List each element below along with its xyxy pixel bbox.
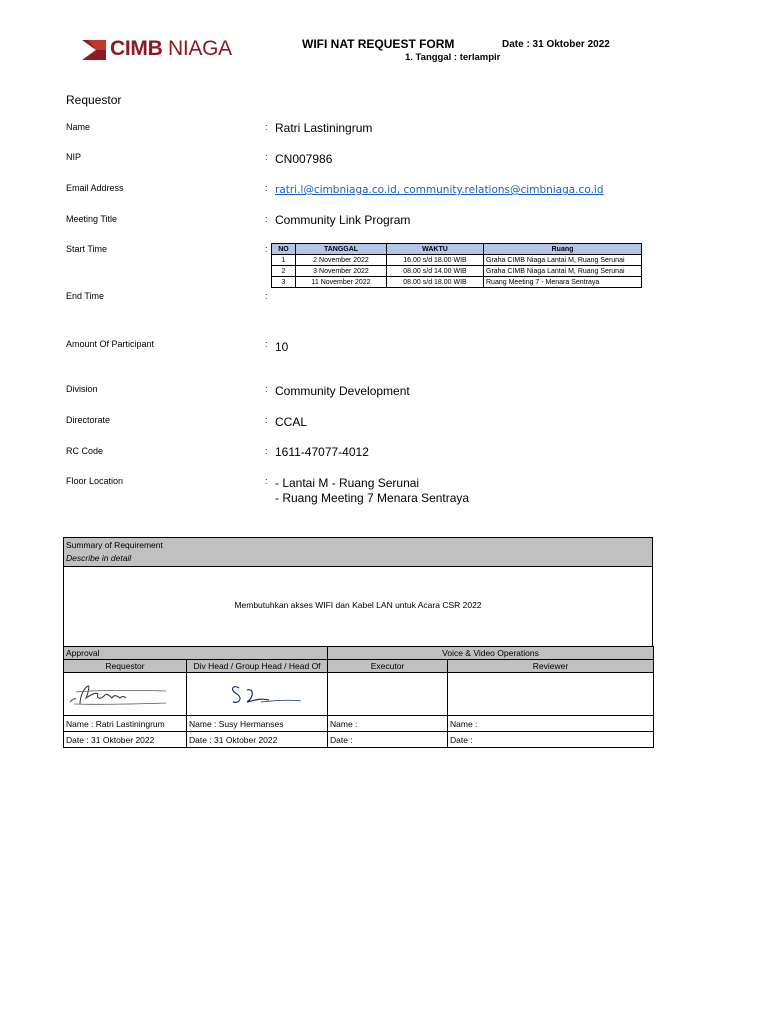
label-end-time: End Time	[66, 291, 105, 301]
summary-text: Membutuhkan akses WIFI dan Kabel LAN untuk Acara CSR 2022	[234, 600, 482, 610]
label-email: Email Address	[66, 183, 124, 193]
approval-date-row	[64, 732, 654, 748]
colon: :	[265, 339, 268, 349]
schedule-row	[272, 277, 642, 288]
schedule-row	[272, 266, 642, 277]
value-division: Community Development	[275, 384, 410, 398]
signature-requestor-icon	[66, 674, 176, 712]
schedule-cell: 3	[272, 277, 296, 288]
label-start-time: Start Time	[66, 244, 108, 254]
approval-header-row	[64, 647, 654, 660]
form-title: WIFI NAT REQUEST FORM	[302, 37, 455, 51]
approval-column-row	[64, 660, 654, 673]
value-name: Ratri Lastiningrum	[275, 121, 373, 135]
signature-row	[64, 673, 654, 716]
logo-text: CIMB NIAGA	[110, 37, 232, 60]
label-name: Name	[66, 122, 91, 132]
value-participants: 10	[275, 340, 289, 354]
colon: :	[265, 122, 268, 132]
schedule-header: WAKTU	[387, 244, 484, 255]
schedule-row	[272, 255, 642, 266]
name-requestor: Name : Ratri Lastiningrum	[64, 716, 187, 732]
form-tanggal: 1. Tanggal : terlampir	[405, 52, 501, 63]
colon: :	[265, 384, 268, 394]
schedule-cell: 2	[272, 266, 296, 277]
schedule-cell: Graha CIMB Niaga Lantai M, Ruang Serunai	[484, 266, 642, 277]
approval-label: Approval	[64, 647, 328, 660]
colon: :	[265, 152, 268, 162]
name-executor: Name :	[328, 716, 448, 732]
signature-cell-reviewer	[448, 673, 654, 716]
schedule-cell: 08.00 s/d 18.00 WIB	[387, 277, 484, 288]
label-rc-code: RC Code	[66, 446, 104, 456]
signature-cell-executor	[328, 673, 448, 716]
voice-video-label: Voice & Video Operations	[328, 647, 654, 660]
schedule-table	[271, 243, 642, 288]
colon: :	[265, 415, 268, 425]
approval-col-div-head: Div Head / Group Head / Head Of	[187, 660, 328, 673]
form-date: Date : 31 Oktober 2022	[502, 39, 610, 50]
approval-col-executor: Executor	[328, 660, 448, 673]
colon: :	[265, 214, 268, 224]
date-executor: Date :	[328, 732, 448, 748]
schedule-header: TANGGAL	[296, 244, 387, 255]
summary-subtitle: Describe in detail	[66, 553, 132, 563]
schedule-cell: Ruang Meeting 7 - Menara Sentraya	[484, 277, 642, 288]
date-reviewer: Date :	[448, 732, 654, 748]
schedule-header: Ruang	[484, 244, 642, 255]
name-reviewer: Name :	[448, 716, 654, 732]
schedule-header-row	[272, 244, 642, 255]
signature-cell-requestor	[64, 673, 187, 716]
label-directorate: Directorate	[66, 415, 111, 425]
signature-cell-div-head	[187, 673, 328, 716]
value-meeting-title: Community Link Program	[275, 213, 411, 227]
schedule-cell: 1	[272, 255, 296, 266]
date-requestor: Date : 31 Oktober 2022	[64, 732, 187, 748]
label-floor-location: Floor Location	[66, 476, 124, 486]
schedule-cell: 11 November 2022	[296, 277, 387, 288]
signature-div-head-icon	[189, 674, 319, 712]
value-directorate: CCAL	[275, 415, 308, 429]
approval-name-row	[64, 716, 654, 732]
approval-col-requestor: Requestor	[64, 660, 187, 673]
value-nip: CN007986	[275, 152, 333, 166]
label-participants: Amount Of Participant	[66, 339, 155, 349]
approval-col-reviewer: Reviewer	[448, 660, 654, 673]
schedule-header: NO	[272, 244, 296, 255]
colon: :	[265, 476, 268, 486]
summary-title: Summary of Requirement	[66, 540, 163, 550]
email-link[interactable]: ratri.l@cimbniaga.co.id, community.relations@cimbniaga.co.id	[275, 184, 604, 196]
label-nip: NIP	[66, 152, 82, 162]
colon: :	[265, 291, 268, 301]
schedule-cell: Graha CIMB Niaga Lantai M, Ruang Serunai	[484, 255, 642, 266]
value-floor-location-2: - Ruang Meeting 7 Menara Sentraya	[275, 491, 470, 505]
colon: :	[265, 446, 268, 456]
schedule-cell: 08.00 s/d 14.00 WIB	[387, 266, 484, 277]
value-floor-location-1: - Lantai M - Ruang Serunai	[275, 476, 420, 490]
label-meeting-title: Meeting Title	[66, 214, 118, 224]
schedule-cell: 3 November 2022	[296, 266, 387, 277]
label-division: Division	[66, 384, 98, 394]
section-requestor-title: Requestor	[66, 93, 122, 107]
date-div-head: Date : 31 Oktober 2022	[187, 732, 328, 748]
name-div-head: Name : Susy Hermanses	[187, 716, 328, 732]
value-rc-code: 1611-47077-4012	[275, 445, 369, 459]
schedule-cell: 2 November 2022	[296, 255, 387, 266]
colon: :	[265, 183, 268, 193]
approval-table	[63, 646, 654, 748]
schedule-cell: 16.00 s/d 18.00 WIB	[387, 255, 484, 266]
colon: :	[265, 244, 268, 254]
